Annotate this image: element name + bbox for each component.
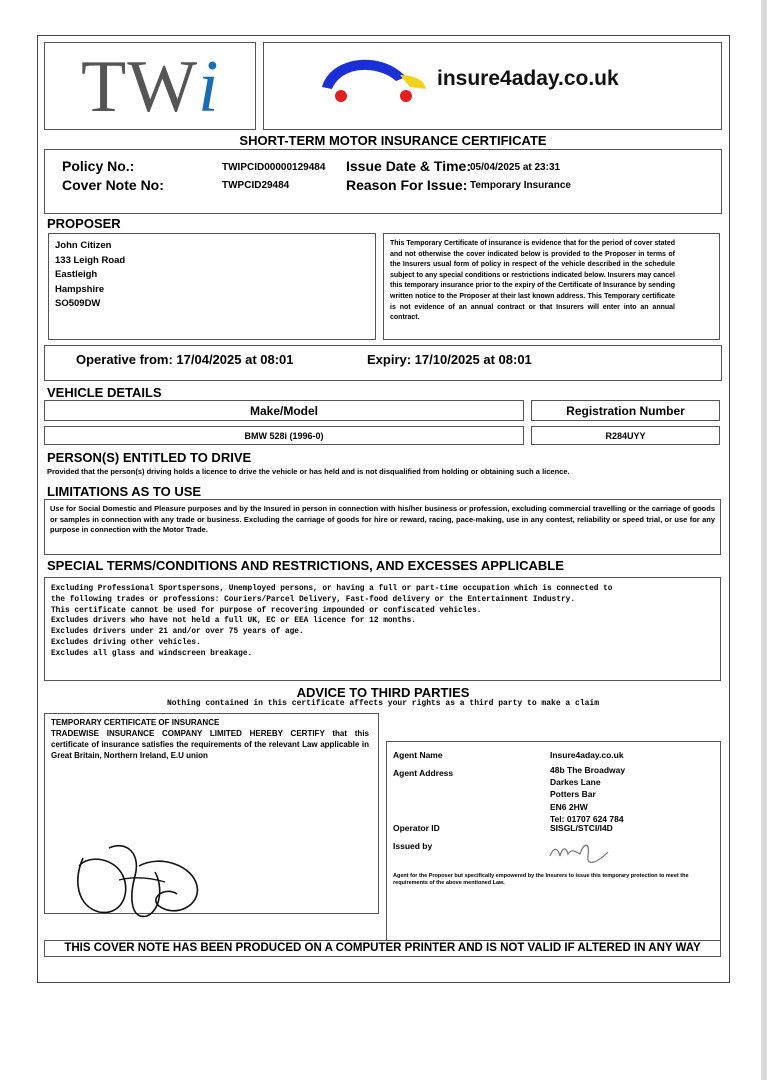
address-line: 133 Leigh Road <box>55 254 126 266</box>
issued-by-label: Issued by <box>393 841 433 851</box>
agent-address-line: 48b The Broadway <box>550 765 626 775</box>
signature-icon <box>69 836 209 928</box>
address-line: John Citizen <box>55 240 112 251</box>
certify-box <box>44 713 379 914</box>
make-value-box <box>44 426 524 445</box>
limitations-box <box>44 499 721 555</box>
address-line: Hampshire <box>55 283 105 295</box>
twi-logo-box <box>44 42 256 130</box>
agent-address-line: Tel: 01707 624 784 <box>550 813 624 824</box>
certify-title: TEMPORARY CERTIFICATE OF INSURANCE <box>51 718 220 727</box>
proposer-address-box <box>48 233 376 340</box>
agent-address-label: Agent Address <box>393 768 454 778</box>
special-term-line: the following trades or professions: Couriers/Parcel Delivery, Fast-food delivery or the Entertainment Industry. <box>51 595 576 604</box>
operator-id-value: SISGL/STCI/I4D <box>550 823 613 833</box>
reason-label: Reason For Issue: <box>346 177 468 193</box>
cover-note-label: Cover Note No: <box>62 177 164 193</box>
reg-value-box <box>531 426 720 445</box>
special-terms-heading: SPECIAL TERMS/CONDITIONS AND RESTRICTIONS, AND EXCESSES APPLICABLE <box>47 558 564 573</box>
policy-no-label: Policy No.: <box>62 158 135 174</box>
twi-logo <box>81 45 220 130</box>
agent-name-value: Insure4aday.co.uk <box>550 750 624 760</box>
footer-box <box>44 940 721 957</box>
persons-heading: PERSON(S) ENTITLED TO DRIVE <box>47 450 252 465</box>
make-label-box <box>44 400 524 421</box>
policy-no-value: TWIPCID00000129484 <box>222 162 326 173</box>
expiry: Expiry: 17/10/2025 at 08:01 <box>367 352 532 367</box>
agent-address-line: Potters Bar <box>550 789 596 800</box>
operator-id-label: Operator ID <box>393 823 440 833</box>
make-value: BMW 528i (1996-0) <box>244 431 324 441</box>
special-term-line: Excludes drivers under 21 and/or over 75 years of age. <box>51 628 304 637</box>
proposer-notice-box <box>383 233 720 340</box>
agent-address <box>550 764 625 825</box>
page-edge <box>761 0 767 1080</box>
agent-address-line: Darkes Lane <box>550 777 601 788</box>
address-line: Eastleigh <box>55 269 98 280</box>
cover-note-value: TWPCID29484 <box>222 180 290 191</box>
agent-address-line: EN6 2HW <box>550 801 588 812</box>
special-term-line: Excludes all glass and windscreen breakage. <box>51 649 253 658</box>
limitations-text: Use for Social Domestic and Pleasure purposes and by the Insured in person in connection with his/her business or profession, excluding commercial travelling or the carriage of goods or samples in connection with any trade or business. Excluding the carriage of goods for hire or reward, racing, pace-making, use in any contest, reliability or speed trial, or use for any purpose in connection with the Motor Trade. <box>50 504 715 535</box>
insure4aday-logo-text: insure4aday.co.uk <box>437 67 619 90</box>
reason-value: Temporary Insurance <box>470 180 571 191</box>
address-line: SO509DW <box>55 298 101 309</box>
persons-text: Provided that the person(s) driving holds a licence to drive the vehicle or has held and is not disqualified from holding or obtaining such a licence. <box>47 467 570 476</box>
special-term-line: Excludes driving other vehicles. <box>51 638 201 647</box>
limitations-heading: LIMITATIONS AS TO USE <box>47 484 202 499</box>
advice-subheading: Nothing contained in this certificate affects your rights as a third party to make a claim <box>166 699 600 708</box>
special-term-line: This certificate cannot be used for purpose of recovering impounded or confiscated vehicles. <box>51 606 482 615</box>
proposer-heading: PROPOSER <box>47 216 121 231</box>
make-label: Make/Model <box>249 404 318 418</box>
special-terms-box <box>44 577 721 681</box>
operative-from: Operative from: 17/04/2025 at 08:01 <box>76 352 294 367</box>
reg-label-box <box>531 400 720 421</box>
vehicle-heading: VEHICLE DETAILS <box>47 385 162 400</box>
issuer-signature-icon <box>548 838 610 868</box>
reg-value: R284UYY <box>605 431 646 441</box>
twi-logo-text: TWi <box>81 46 220 128</box>
reg-label: Registration Number <box>566 404 685 418</box>
agent-note: Agent for the Proposer but specifically empowered by the Insurers to issue this temporary protection to meet the requirements of the above mentioned Law. <box>393 873 689 886</box>
insure4aday-logo-box <box>263 42 722 130</box>
proposer-notice: This Temporary Certificate of insurance is evidence that for the period of cover stated and not otherwise the cover indicated below is provided to the Proposer in terms of the Insurers usual form of policy in respect of the vehicle described in the schedule subject to any special conditions or restrictions indicated below. Insurers may cancel this temporary insurance prior to the expiry of the Certificate of Insurance by sending written notice to the Proposer at their last known address. This Temporary certificate is not evidence of an annual contract or that Insurers will enter into an annual contract. <box>390 240 675 322</box>
special-term-line: Excludes drivers who have not held a full UK, EC or EEA licence for 12 months. <box>51 617 416 626</box>
certificate-title: SHORT-TERM MOTOR INSURANCE CERTIFICATE <box>239 133 547 148</box>
certify-text: TRADEWISE INSURANCE COMPANY LIMITED HEREBY CERTIFY that this certificate of insurance satisfies the requirements of the relevant Law applicable in Great Britain, Northern Ireland, E.U union <box>51 729 369 760</box>
footer-text: THIS COVER NOTE HAS BEEN PRODUCED ON A COMPUTER PRINTER AND IS NOT VALID IF ALTERED IN ANY WAY <box>64 942 701 954</box>
issue-date-value: 05/04/2025 at 23:31 <box>470 162 561 173</box>
issue-date-label: Issue Date & Time: <box>346 158 472 174</box>
agent-name-label: Agent Name <box>393 750 443 760</box>
car-logo-icon <box>316 51 431 107</box>
special-term-line: Excluding Professional Sportspersons, Unemployed persons, or having a full or part-time occupation which is connected to <box>51 585 613 593</box>
advice-heading: ADVICE TO THIRD PARTIES <box>296 685 470 700</box>
special-terms-list <box>51 584 612 660</box>
proposer-address <box>55 239 125 312</box>
